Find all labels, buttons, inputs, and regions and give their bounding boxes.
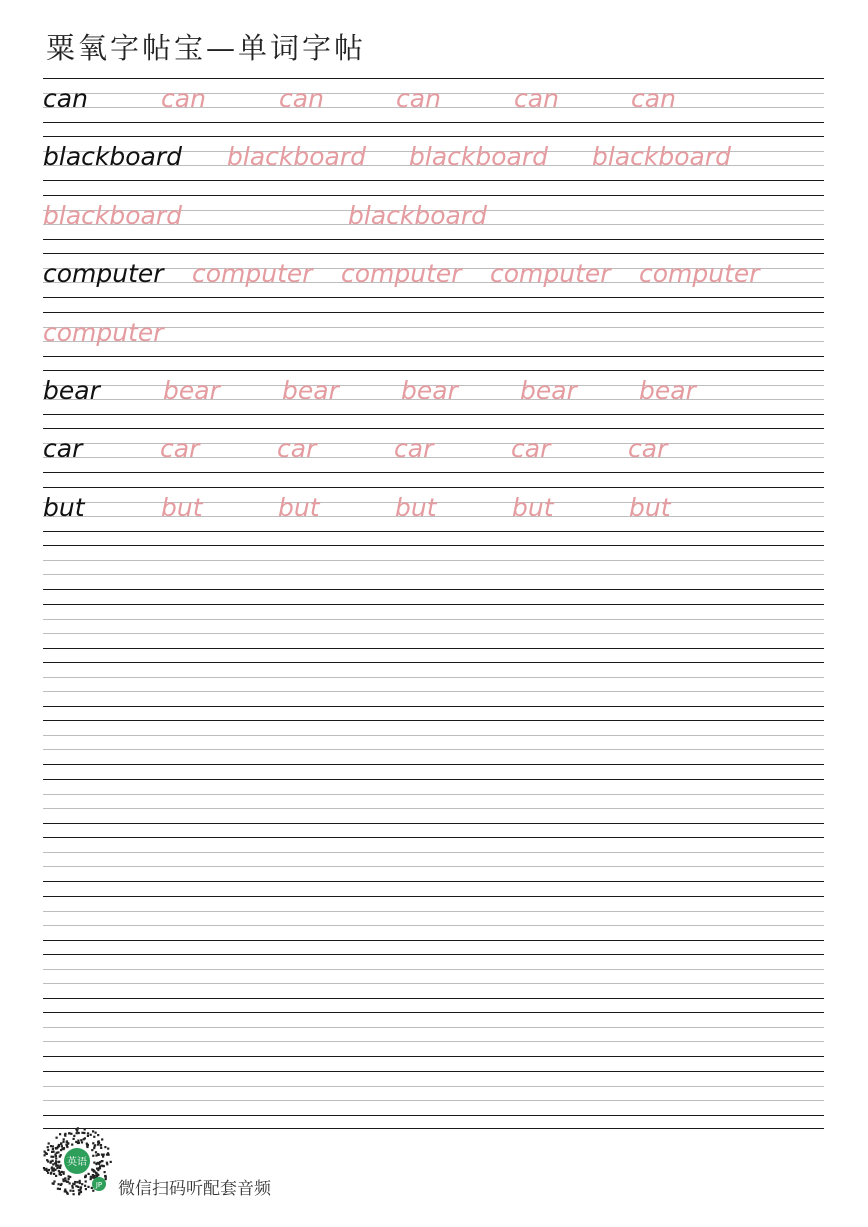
qr-corner-text: JP: [95, 1181, 103, 1189]
ruled-line: [43, 414, 824, 415]
ruled-line: [43, 1071, 824, 1072]
ruled-line: [43, 983, 824, 984]
trace-word: blackboard: [43, 200, 182, 230]
ruled-line: [43, 662, 824, 663]
audio-caption: 微信扫码听配套音频: [118, 1179, 271, 1199]
trace-word: but: [629, 492, 671, 522]
ruled-line: [43, 925, 824, 926]
trace-word: computer: [43, 317, 164, 347]
ruled-line: [43, 808, 824, 809]
ruled-line: [43, 487, 824, 488]
trace-word: but: [161, 492, 203, 522]
ruled-line: [43, 122, 824, 123]
trace-word: but: [512, 492, 554, 522]
ruled-line: [43, 1115, 824, 1116]
ruled-line: [43, 253, 824, 254]
ruled-line: [43, 633, 824, 634]
ruled-line: [43, 691, 824, 692]
trace-word: but: [395, 492, 437, 522]
ruled-line: [43, 619, 824, 620]
trace-word: blackboard: [348, 200, 487, 230]
qr-code-icon[interactable]: [42, 1126, 112, 1196]
ruled-line: [43, 1086, 824, 1087]
trace-word: bear: [639, 376, 696, 405]
ruled-line: [43, 180, 824, 181]
model-word: but: [43, 492, 85, 522]
trace-word: can: [161, 84, 206, 113]
ruled-line: [43, 1041, 824, 1042]
ruled-line: [43, 911, 824, 912]
ruled-line: [43, 969, 824, 970]
ruled-line: [43, 794, 824, 795]
ruled-line: [43, 706, 824, 707]
ruled-line: [43, 998, 824, 999]
ruled-line: [43, 852, 824, 853]
model-word: blackboard: [43, 142, 182, 172]
ruled-line: [43, 312, 824, 313]
trace-word: bear: [520, 376, 577, 405]
trace-word: can: [396, 84, 441, 113]
trace-word: computer: [192, 259, 313, 289]
trace-word: bear: [282, 376, 339, 405]
ruled-line: [43, 866, 824, 867]
ruled-line: [43, 837, 824, 838]
ruled-line: [43, 1027, 824, 1028]
ruled-line: [43, 589, 824, 590]
ruled-line: [43, 720, 824, 721]
ruled-line: [43, 881, 824, 882]
trace-word: car: [628, 434, 668, 464]
ruled-line: [43, 574, 824, 575]
ruled-line: [43, 1012, 824, 1013]
ruled-line: [43, 954, 824, 955]
ruled-line: [43, 749, 824, 750]
ruled-line: [43, 195, 824, 196]
model-word: computer: [43, 259, 164, 289]
ruled-line: [43, 648, 824, 649]
ruled-line: [43, 896, 824, 897]
ruled-line: [43, 531, 824, 532]
trace-word: computer: [639, 259, 760, 289]
trace-word: computer: [490, 259, 611, 289]
ruled-line: [43, 428, 824, 429]
trace-word: but: [278, 492, 320, 522]
qr-badge-text: 英语: [67, 1157, 87, 1168]
trace-word: car: [277, 434, 317, 464]
ruled-line: [43, 735, 824, 736]
ruled-line: [43, 239, 824, 240]
footer: [42, 1126, 362, 1198]
ruled-line: [43, 940, 824, 941]
model-word: car: [43, 434, 83, 464]
writing-sheet: [43, 78, 824, 1118]
trace-word: blackboard: [592, 142, 731, 172]
ruled-line: [43, 779, 824, 780]
ruled-line: [43, 78, 824, 79]
ruled-line: [43, 823, 824, 824]
trace-word: bear: [163, 376, 220, 405]
ruled-line: [43, 604, 824, 605]
ruled-line: [43, 677, 824, 678]
trace-word: bear: [401, 376, 458, 405]
trace-word: blackboard: [409, 142, 548, 172]
ruled-line: [43, 297, 824, 298]
trace-word: computer: [341, 259, 462, 289]
trace-word: can: [279, 84, 324, 113]
trace-word: car: [394, 434, 434, 464]
ruled-line: [43, 370, 824, 371]
ruled-line: [43, 136, 824, 137]
ruled-line: [43, 560, 824, 561]
trace-word: can: [631, 84, 676, 113]
trace-word: blackboard: [227, 142, 366, 172]
model-word: can: [43, 84, 88, 113]
ruled-line: [43, 764, 824, 765]
page-title: 粟氧字帖宝—单词字帖: [46, 31, 367, 65]
ruled-line: [43, 472, 824, 473]
ruled-line: [43, 545, 824, 546]
ruled-line: [43, 1056, 824, 1057]
ruled-line: [43, 356, 824, 357]
ruled-line: [43, 1100, 824, 1101]
trace-word: can: [514, 84, 559, 113]
trace-word: car: [511, 434, 551, 464]
model-word: bear: [43, 376, 100, 405]
trace-word: car: [160, 434, 200, 464]
